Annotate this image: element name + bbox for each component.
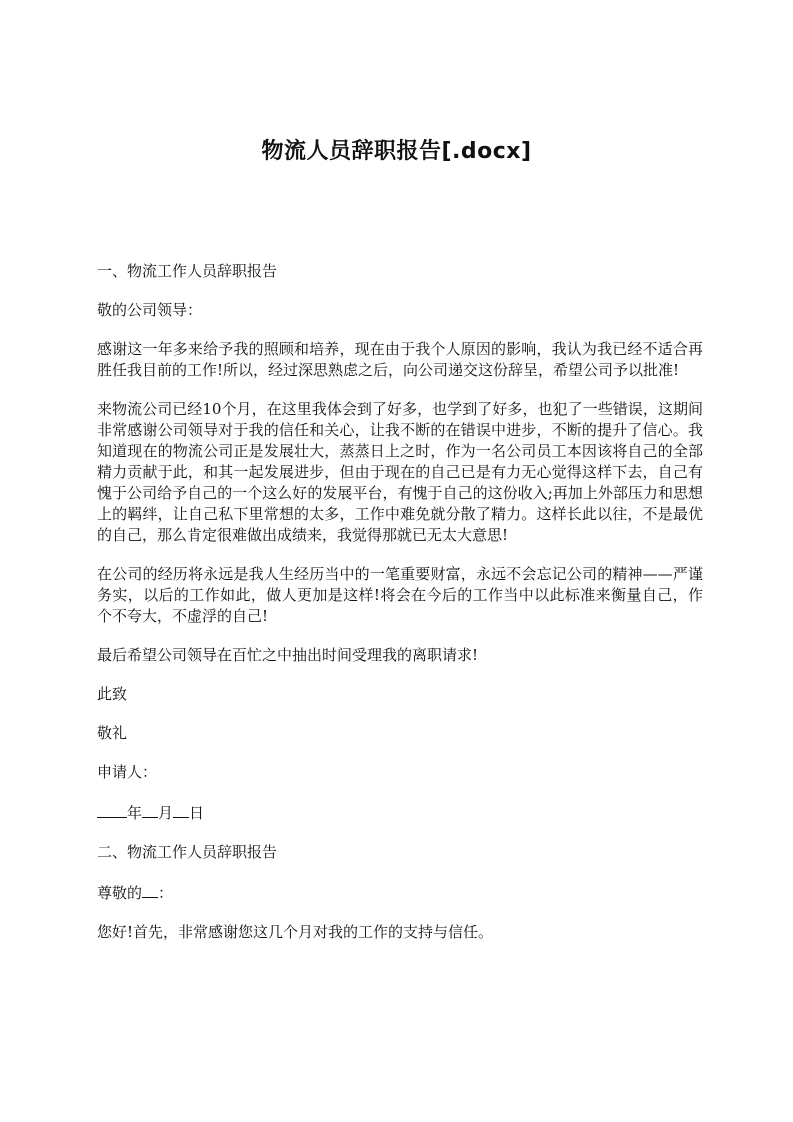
date-line <box>97 801 703 824</box>
month-blank <box>142 801 158 818</box>
paragraph-4: 最后希望公司领导在百忙之中抽出时间受理我的离职请求! <box>97 646 479 664</box>
salutation-2-prefix: 尊敬的 <box>97 884 143 902</box>
paragraph-5: 您好!首先，非常感谢您这几个月对我的工作的支持与信任。 <box>97 923 494 941</box>
paragraph-3: 在公司的经历将永远是我人生经历当中的一笔重要财富，永远不会忘记公司的精神——严谨务实，以后的工作如此，做人更加是这样!将会在今后的工作当中以此标准来衡量自己，作个不夸大，不虚浮的自己! <box>97 565 703 625</box>
year-blank <box>97 801 127 818</box>
section-heading-2: 二、物流工作人员辞职报告 <box>97 843 278 861</box>
section-heading-1: 一、物流工作人员辞职报告 <box>97 262 278 280</box>
paragraph-1: 感谢这一年多来给予我的照顾和培养，现在由于我个人原因的影响，我认为我已经不适合再胜任我目前的工作!所以，经过深思熟虑之后，向公司递交这份辞呈，希望公司予以批准! <box>97 340 703 379</box>
applicant-line: 申请人： <box>97 763 158 781</box>
date-year-label: 年 <box>127 804 143 822</box>
closing-line-2: 敬礼 <box>97 724 128 742</box>
document-title: 物流人员辞职报告[.docx] <box>261 139 532 164</box>
date-month-label: 月 <box>158 804 174 822</box>
closing-line-1: 此致 <box>97 685 128 703</box>
salutation-2 <box>97 881 703 904</box>
date-day-label: 日 <box>189 804 205 822</box>
recipient-blank <box>142 881 158 898</box>
paragraph-2: 来物流公司已经10个月，在这里我体会到了好多，也学到了好多，也犯了一些错误，这期间非常感谢公司领导对于我的信任和关心，让我不断的在错误中进步，不断的提升了信心。我知道现在的物流公司正是发展壮大，蒸蒸日上之时，作为一名公司员工本因该将自己的全部精力贡献于此，和其一起发展进步，但由于现在的自己已是有力无心觉得这样下去，自己有愧于公司给予自己的一个这么好的发展平台，有愧于自己的这份收入;再加上外部压力和思想上的羁绊，让自己私下里常想的太多，工作中难免就分散了精力。这样长此以往，不是最优的自己，那么肯定很难做出成绩来，我觉得那就已无太大意思! <box>97 400 703 544</box>
day-blank <box>173 801 189 818</box>
document-body <box>97 261 703 961</box>
salutation-1: 敬的公司领导： <box>97 301 203 319</box>
salutation-2-suffix: ： <box>158 884 174 902</box>
